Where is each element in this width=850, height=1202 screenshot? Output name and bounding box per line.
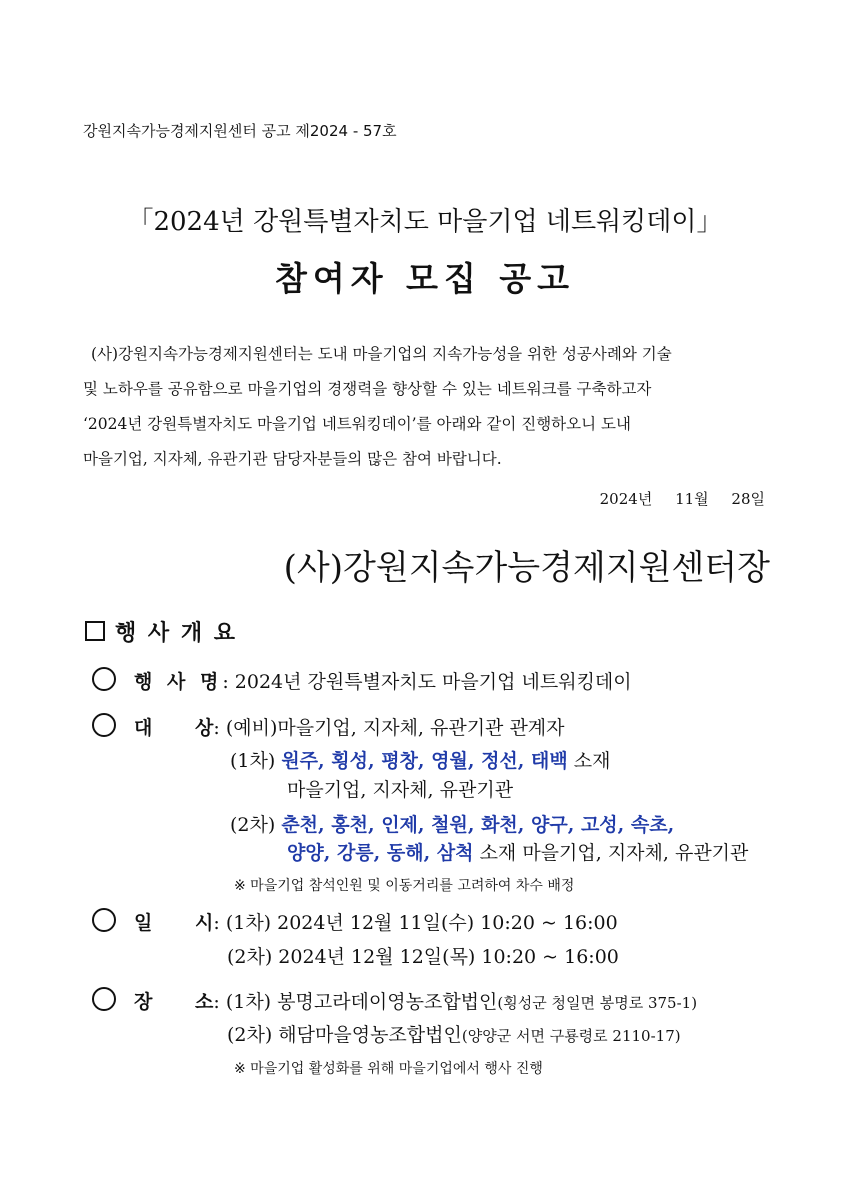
notice-number: 강원지속가능경제지원센터 공고 제2024 - 57호 (83, 122, 397, 140)
target-round2-regions-line2: 양양, 강릉, 동해, 삼척 (287, 842, 474, 864)
schedule-row: 일 시: (1차) 2024년 12월 11일(수) 10:20 ~ 16:00 (92, 908, 618, 935)
event-name-row: 행 사 명: 2024년 강원특별자치도 마을기업 네트워킹데이 (92, 667, 632, 694)
venue-round1-address: (횡성군 청일면 봉명로 375-1) (497, 994, 698, 1012)
title-line-2: 참여자 모집 공고 (274, 259, 576, 298)
target-round1-prefix: (1차) (230, 750, 276, 772)
target-round2 (230, 810, 674, 837)
target-round1 (230, 746, 611, 773)
circle-bullet-icon (92, 987, 116, 1011)
venue-round2-address: (양양군 서면 구룡령로 2110-17) (461, 1027, 681, 1045)
organization-signature: (사)강원지속가능경제지원센터장 (283, 548, 770, 588)
section-title: 행 사 개 요 (115, 621, 237, 646)
schedule-round1: (1차) 2024년 12월 11일(수) 10:20 ~ 16:00 (225, 912, 618, 934)
venue-round2 (227, 1020, 681, 1047)
square-bullet-icon (85, 621, 105, 641)
circle-bullet-icon (92, 908, 116, 932)
intro-paragraph (83, 337, 773, 477)
target-round2-suffix: 소재 마을기업, 지자체, 유관기관 (479, 842, 749, 864)
venue-row: 장 소: (1차) 봉명고라데이영농조합법인(횡성군 청일면 봉명로 375-1) (92, 987, 697, 1014)
target-label: 대 상 (134, 717, 214, 739)
schedule-round2: (2차) 2024년 12월 12일(목) 10:20 ~ 16:00 (227, 946, 619, 968)
intro-line-3: ‘2024년 강원특별자치도 마을기업 네트워킹데이’를 아래와 같이 진행하오니 도내 (83, 415, 631, 433)
venue-round1-name: (1차) 봉명고라데이영농조합법인 (225, 991, 498, 1013)
venue-label: 장 소 (134, 991, 214, 1013)
section-heading (85, 616, 237, 647)
target-row: 대 상: (예비)마을기업, 지자체, 유관기관 관계자 (92, 713, 565, 740)
notice-date: 2024년 11월 28일 (599, 490, 765, 508)
venue-note: ※ 마을기업 활성화를 위해 마을기업에서 행사 진행 (234, 1061, 543, 1077)
target-value: (예비)마을기업, 지자체, 유관기관 관계자 (225, 717, 565, 739)
event-name-value: 2024년 강원특별자치도 마을기업 네트워킹데이 (234, 671, 632, 693)
intro-line-1: (사)강원지속가능경제지원센터는 도내 마을기업의 지속가능성을 위한 성공사례와 기술 (91, 345, 672, 363)
target-note: ※ 마을기업 참석인원 및 이동거리를 고려하여 차수 배정 (234, 878, 575, 894)
target-round2-line2 (287, 838, 748, 865)
target-round2-prefix: (2차) (230, 814, 276, 836)
target-round2-regions-line1: 춘천, 홍천, 인제, 철원, 화천, 양구, 고성, 속초, (281, 814, 675, 836)
circle-bullet-icon (92, 667, 116, 691)
circle-bullet-icon (92, 713, 116, 737)
target-round1-regions: 원주, 횡성, 평창, 영월, 정선, 태백 (281, 750, 568, 772)
intro-line-4: 마을기업, 지자체, 유관기관 담당자분들의 많은 참여 바랍니다. (83, 450, 502, 468)
intro-line-2: 및 노하우를 공유함으로 마을기업의 경쟁력을 향상할 수 있는 네트워크를 구축하고자 (83, 380, 652, 398)
event-name-label: 행 사 명 (134, 671, 223, 693)
target-round1-suffix: 소재 (573, 750, 611, 772)
target-round1-line2: 마을기업, 지자체, 유관기관 (287, 779, 514, 801)
venue-round2-name: (2차) 해담마을영농조합법인 (227, 1024, 462, 1046)
schedule-label: 일 시 (134, 912, 214, 934)
title-line-1: 「2024년 강원특별자치도 마을기업 네트워킹데이」 (127, 207, 723, 237)
